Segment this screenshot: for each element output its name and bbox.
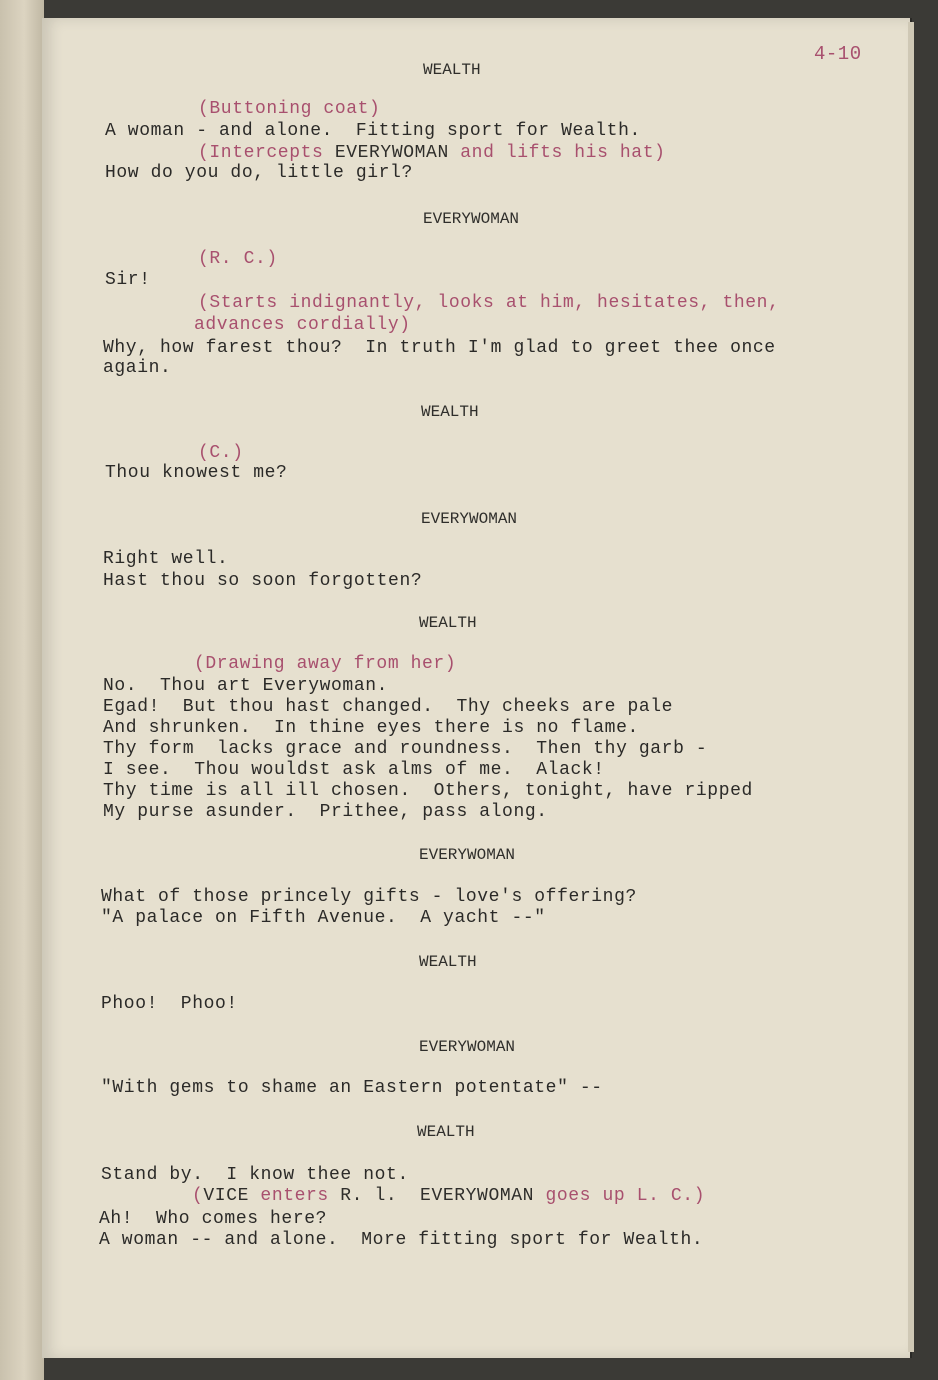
speaker-heading: EVERYWOMAN [419, 846, 516, 864]
dialogue-line: A woman - and alone. Fitting sport for Wealth. [105, 121, 641, 141]
previous-page-edge [0, 0, 44, 1380]
stage-direction-fragment: EVERYWOMAN [334, 143, 449, 163]
dialogue-line: No. Thou art Everywoman. [103, 676, 389, 696]
script-page [42, 18, 910, 1358]
speaker-heading: WEALTH [419, 614, 477, 632]
stage-direction-fragment: VICE [203, 1186, 250, 1206]
stage-direction: (Starts indignantly, looks at him, hesitates, then, [198, 293, 780, 313]
stage-direction-fragment: goes up L. C.) [534, 1186, 706, 1206]
dialogue-line: again. [103, 358, 172, 378]
stage-direction-fragment: (Intercepts [198, 143, 335, 163]
dialogue-line: Thy time is all ill chosen. Others, tonight, have ripped [103, 781, 753, 801]
dialogue-line: Egad! But thou hast changed. Thy cheeks are pale [103, 697, 674, 717]
dialogue-line: Thou knowest me? [105, 463, 288, 483]
speaker-heading: WEALTH [417, 1123, 475, 1141]
speaker-heading: WEALTH [423, 61, 481, 79]
speaker-heading: WEALTH [419, 953, 477, 971]
page-number: 4-10 [814, 43, 862, 65]
dialogue-line: What of those princely gifts - love's offering? [101, 887, 637, 907]
dialogue-line: Thy form lacks grace and roundness. Then thy garb - [103, 739, 708, 759]
dialogue-line: Right well. [103, 549, 229, 569]
stage-direction: (C.) [198, 443, 244, 463]
dialogue-line: A woman -- and alone. More fitting sport for Wealth. [99, 1230, 704, 1250]
dialogue-line: "With gems to shame an Eastern potentate" -- [101, 1078, 603, 1098]
dialogue-line: Sir! [105, 270, 151, 290]
dialogue-line: Stand by. I know thee not. [101, 1165, 409, 1185]
stage-direction [192, 1186, 705, 1206]
speaker-heading: EVERYWOMAN [419, 1038, 516, 1056]
page-edge [908, 22, 914, 1352]
dialogue-line: Phoo! Phoo! [101, 994, 238, 1014]
stage-direction-fragment: R. l. EVERYWOMAN [340, 1186, 535, 1206]
speaker-heading: EVERYWOMAN [421, 510, 518, 528]
dialogue-line: My purse asunder. Prithee, pass along. [103, 802, 548, 822]
stage-direction-fragment: ( [192, 1186, 204, 1206]
stage-direction: (R. C.) [198, 249, 278, 269]
dialogue-line: How do you do, little girl? [105, 163, 413, 183]
speaker-heading: WEALTH [421, 403, 479, 421]
dialogue-line: Hast thou so soon forgotten? [103, 571, 423, 591]
dialogue-line: "A palace on Fifth Avenue. A yacht --" [101, 908, 546, 928]
stage-direction: (Drawing away from her) [194, 654, 457, 674]
speaker-heading: EVERYWOMAN [423, 210, 520, 228]
dialogue-line: Ah! Who comes here? [99, 1209, 328, 1229]
dialogue-line: I see. Thou wouldst ask alms of me. Alack! [103, 760, 605, 780]
dialogue-line: And shrunken. In thine eyes there is no flame. [103, 718, 639, 738]
dialogue-line: Why, how farest thou? In truth I'm glad to greet thee once [103, 338, 776, 358]
stage-direction [198, 143, 666, 163]
stage-direction: (Buttoning coat) [198, 99, 381, 119]
stage-direction: advances cordially) [194, 315, 411, 335]
stage-direction-fragment: enters [249, 1186, 341, 1206]
stage-direction-fragment: and lifts his hat) [448, 143, 666, 163]
